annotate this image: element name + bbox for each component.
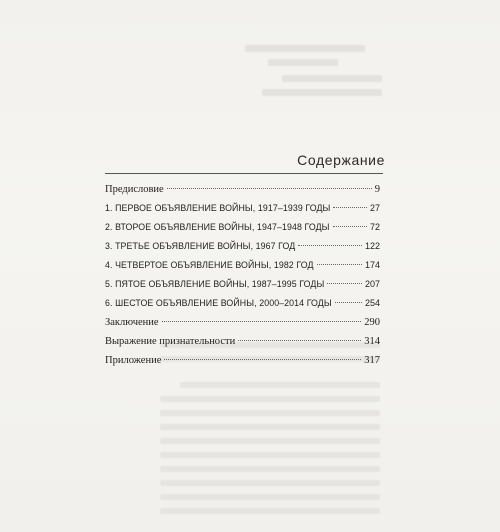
toc-entry-page: 254	[364, 298, 380, 308]
toc-entry-label: Выражение признательности	[105, 336, 236, 347]
bleed-through-text	[160, 448, 380, 463]
toc-entry-chapter-3[interactable]	[105, 237, 380, 256]
bleed-through-text	[268, 56, 338, 71]
toc-entry-chapter-5[interactable]	[105, 275, 380, 294]
toc-entry-appendix[interactable]	[105, 351, 380, 370]
toc-entry-preface[interactable]	[105, 180, 380, 199]
title-underline	[105, 173, 383, 174]
toc-entry-label: Заключение	[105, 317, 159, 328]
toc-entry-label: Предисловие	[105, 184, 164, 195]
bleed-through-text	[160, 462, 380, 477]
toc-entry-label: 6. ШЕСТОЕ ОБЪЯВЛЕНИЕ ВОЙНЫ, 2000–2014 ГОДЫ	[105, 298, 332, 308]
toc-entry-page: 290	[364, 317, 380, 328]
toc-entry-label: Приложение	[105, 355, 162, 366]
bleed-through-text	[245, 42, 365, 57]
dot-leader	[164, 359, 361, 360]
dot-leader	[333, 207, 367, 208]
bleed-through-text	[160, 490, 380, 505]
bleed-through-text	[160, 504, 380, 519]
bleed-through-text	[160, 392, 380, 407]
dot-leader	[162, 321, 362, 322]
toc-entry-label: 4. ЧЕТВЕРТОЕ ОБЪЯВЛЕНИЕ ВОЙНЫ, 1982 ГОД	[105, 260, 314, 270]
bleed-through-text	[180, 378, 380, 393]
dot-leader	[335, 302, 362, 303]
bleed-through-text	[160, 420, 380, 435]
table-of-contents	[105, 180, 380, 370]
toc-entry-page: 9	[374, 184, 380, 195]
bleed-through-text	[282, 72, 382, 87]
dot-leader	[298, 245, 362, 246]
toc-entry-page: 27	[369, 203, 380, 213]
toc-entry-chapter-1[interactable]	[105, 199, 380, 218]
toc-entry-page: 174	[364, 260, 380, 270]
toc-entry-conclusion[interactable]	[105, 313, 380, 332]
toc-entry-page: 207	[364, 279, 380, 289]
bleed-through-text	[262, 86, 382, 101]
toc-entry-label: 1. ПЕРВОЕ ОБЪЯВЛЕНИЕ ВОЙНЫ, 1917–1939 ГОДЫ	[105, 203, 331, 213]
toc-entry-label: 3. ТРЕТЬЕ ОБЪЯВЛЕНИЕ ВОЙНЫ, 1967 ГОД	[105, 241, 296, 251]
dot-leader	[238, 340, 361, 341]
toc-entry-chapter-6[interactable]	[105, 294, 380, 313]
toc-title: Содержание	[297, 152, 385, 168]
bleed-through-text	[160, 476, 380, 491]
dot-leader	[317, 264, 362, 265]
toc-entry-page: 314	[364, 336, 380, 347]
toc-entry-page: 122	[364, 241, 380, 251]
toc-entry-page: 317	[364, 355, 380, 366]
toc-entry-page: 72	[369, 222, 380, 232]
bleed-through-text	[160, 434, 380, 449]
dot-leader	[327, 283, 362, 284]
dot-leader	[333, 226, 367, 227]
toc-entry-chapter-2[interactable]	[105, 218, 380, 237]
bleed-through-text	[160, 406, 380, 421]
toc-entry-acknowledgments[interactable]	[105, 332, 380, 351]
toc-entry-label: 5. ПЯТОЕ ОБЪЯВЛЕНИЕ ВОЙНЫ, 1987–1995 ГОДЫ	[105, 279, 325, 289]
dot-leader	[167, 188, 372, 189]
toc-entry-label: 2. ВТОРОЕ ОБЪЯВЛЕНИЕ ВОЙНЫ, 1947–1948 ГОДЫ	[105, 222, 330, 232]
toc-entry-chapter-4[interactable]	[105, 256, 380, 275]
